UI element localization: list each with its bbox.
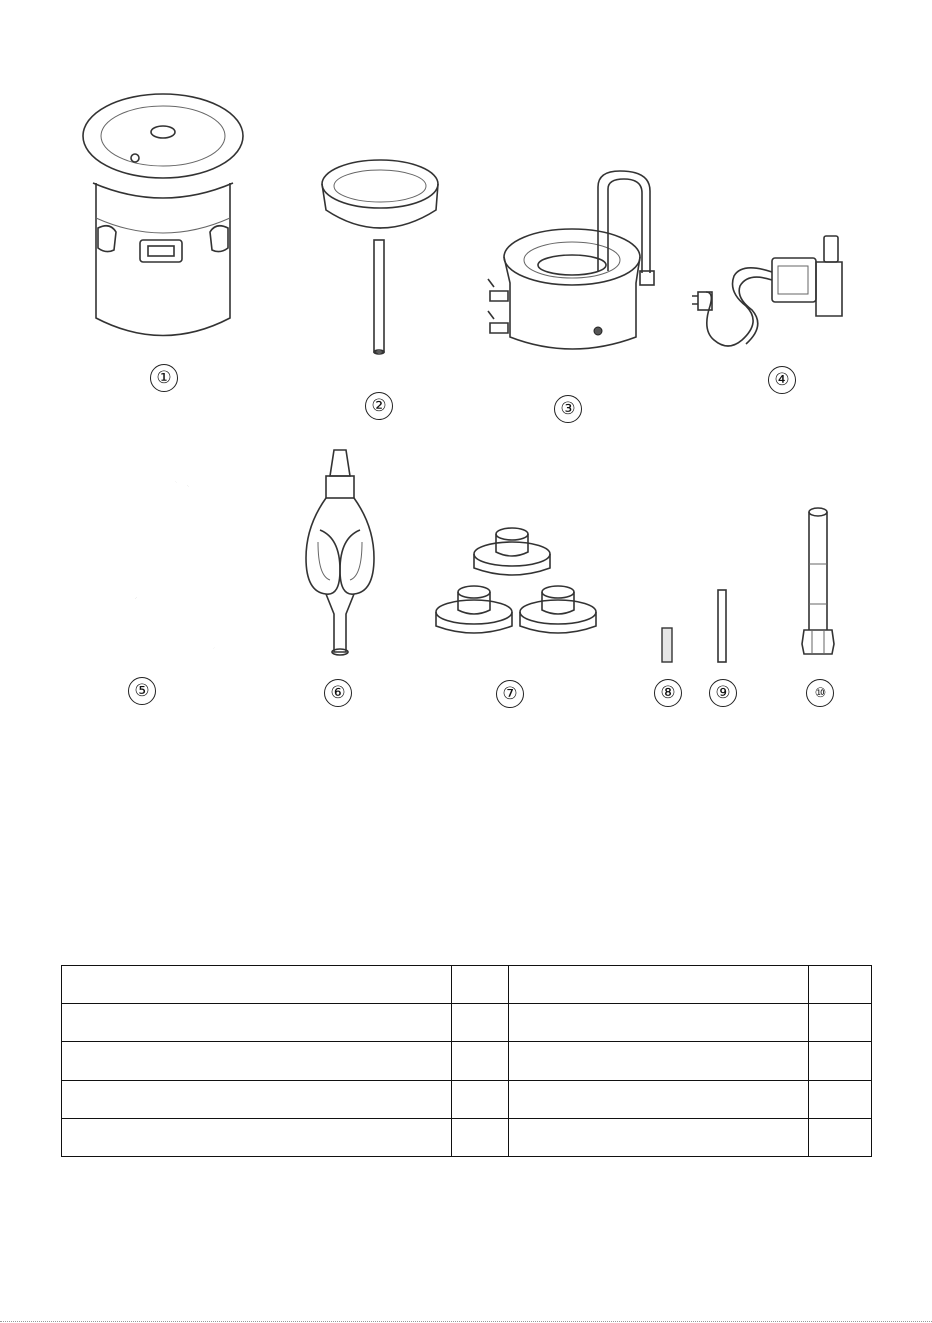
stopper-icon	[432, 520, 608, 650]
table-cell	[509, 1118, 809, 1156]
part-10-threaded-rod	[798, 504, 838, 660]
label-3: ③	[554, 395, 582, 423]
part-3-condenser	[486, 165, 676, 360]
table-cell	[509, 1042, 809, 1080]
page-edge-divider	[0, 1321, 932, 1322]
part-7-stoppers	[432, 520, 608, 650]
short-pin-icon	[660, 626, 674, 664]
table-cell	[62, 1004, 452, 1042]
table-cell	[452, 966, 509, 1004]
label-10: ⑩	[806, 679, 834, 707]
condenser-icon	[486, 165, 676, 360]
pot-icon	[78, 88, 248, 348]
table-cell	[509, 1080, 809, 1118]
table-cell	[452, 1004, 509, 1042]
table-cell	[809, 1080, 872, 1118]
part-5-tubing	[76, 476, 222, 656]
table-cell	[62, 1080, 452, 1118]
airlock-icon	[296, 446, 388, 662]
table-cell	[62, 966, 452, 1004]
table-cell	[62, 1042, 452, 1080]
table-cell	[452, 1118, 509, 1156]
table-cell	[509, 1004, 809, 1042]
pump-icon	[692, 232, 860, 360]
table-row	[62, 1042, 872, 1080]
tray-icon	[312, 150, 452, 360]
table-cell	[452, 1042, 509, 1080]
rod-icon	[798, 504, 838, 660]
part-2-tray	[312, 150, 452, 360]
label-4: ④	[768, 366, 796, 394]
table-row	[62, 966, 872, 1004]
table-row	[62, 1118, 872, 1156]
label-7: ⑦	[496, 680, 524, 708]
table-cell	[809, 966, 872, 1004]
label-8: ⑧	[654, 679, 682, 707]
table-cell	[62, 1118, 452, 1156]
table-cell	[809, 1118, 872, 1156]
label-2: ②	[365, 392, 393, 420]
part-1-pot	[78, 88, 248, 348]
parts-table	[61, 965, 872, 1157]
label-9: ⑨	[709, 679, 737, 707]
table-cell	[809, 1004, 872, 1042]
part-8-short-pin	[660, 626, 674, 664]
table-row	[62, 1004, 872, 1042]
part-6-airlock	[296, 446, 388, 662]
part-9-long-pin	[715, 588, 729, 664]
part-4-pump	[692, 232, 860, 360]
tubing-icon	[76, 476, 222, 656]
table-cell	[509, 966, 809, 1004]
label-1: ①	[150, 364, 178, 392]
long-pin-icon	[715, 588, 729, 664]
label-5: ⑤	[128, 677, 156, 705]
table-cell	[452, 1080, 509, 1118]
table-row	[62, 1080, 872, 1118]
label-6: ⑥	[324, 679, 352, 707]
table-cell	[809, 1042, 872, 1080]
